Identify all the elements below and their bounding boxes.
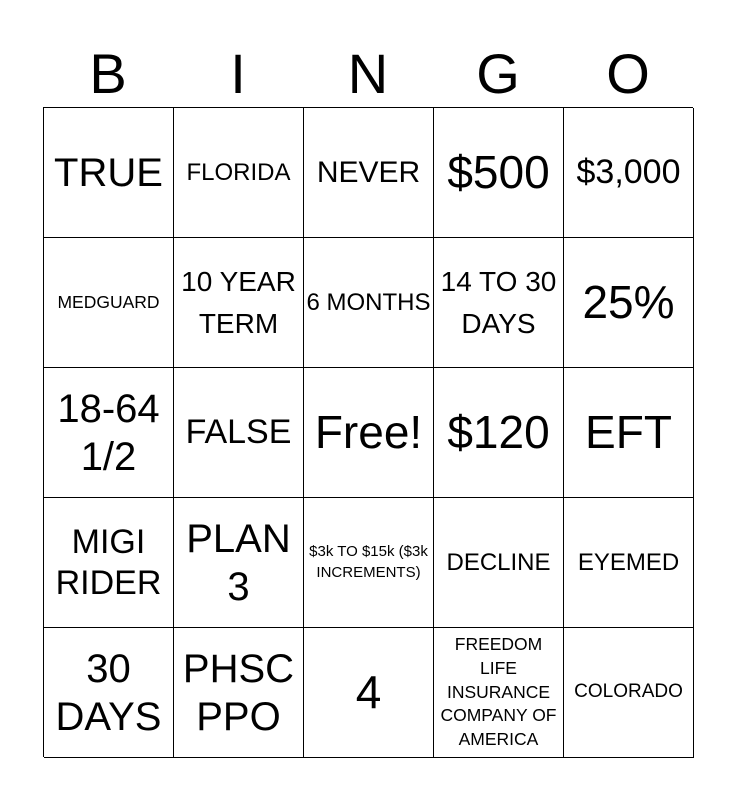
cell-label: Free! — [314, 405, 423, 458]
cell-label: PHSC PPO — [182, 646, 295, 739]
bingo-cell-r4-c3[interactable] — [304, 498, 434, 628]
bingo-cell-r2-c5[interactable] — [564, 238, 694, 368]
cell-label: $120 — [447, 405, 550, 458]
bingo-header — [43, 40, 693, 108]
bingo-cell-r4-c5[interactable] — [564, 498, 694, 628]
bingo-cell-r2-c3[interactable] — [304, 238, 434, 368]
cell-label: COLORADO — [574, 681, 683, 703]
bingo-cell-r5-c4[interactable] — [434, 628, 564, 758]
header-letter-o: O — [606, 42, 650, 105]
cell-label: PLAN 3 — [186, 516, 291, 609]
cell-label: FLORIDA — [186, 158, 291, 186]
cell-label: $3,000 — [576, 153, 681, 192]
bingo-cell-r5-c2[interactable] — [174, 628, 304, 758]
bingo-cell-r5-c3[interactable] — [304, 628, 434, 758]
cell-label: NEVER — [316, 155, 421, 189]
cell-label: FREEDOM LIFE INSURANCE COMPANY OF AMERICA — [440, 634, 557, 749]
cell-label: MEDGUARD — [57, 291, 160, 312]
cell-label: MIGI RIDER — [55, 522, 162, 602]
bingo-cell-r5-c1[interactable] — [44, 628, 174, 758]
free-space[interactable] — [304, 368, 434, 498]
bingo-cell-r5-c5[interactable] — [564, 628, 694, 758]
bingo-cell-r3-c4[interactable] — [434, 368, 564, 498]
cell-label: $500 — [447, 145, 550, 198]
cell-label: 4 — [355, 665, 382, 718]
bingo-cell-r4-c1[interactable] — [44, 498, 174, 628]
cell-label: TRUE — [54, 150, 163, 195]
cell-label: DECLINE — [446, 548, 551, 576]
cell-label: EYEMED — [577, 548, 680, 576]
cell-label: 18-64 1/2 — [57, 386, 160, 479]
cell-label: EFT — [585, 405, 672, 458]
bingo-cell-r1-c3[interactable] — [304, 108, 434, 238]
bingo-cell-r4-c2[interactable] — [174, 498, 304, 628]
cell-label: 10 YEAR TERM — [181, 265, 296, 339]
header-letter-g: G — [476, 42, 520, 105]
bingo-cell-r4-c4[interactable] — [434, 498, 564, 628]
cell-label: 6 MONTHS — [306, 288, 431, 316]
bingo-cell-r2-c1[interactable] — [44, 238, 174, 368]
header-letter-n: N — [347, 42, 389, 105]
bingo-cell-r3-c2[interactable] — [174, 368, 304, 498]
cell-label: FALSE — [185, 413, 292, 452]
bingo-cell-r2-c4[interactable] — [434, 238, 564, 368]
bingo-cell-r2-c2[interactable] — [174, 238, 304, 368]
cell-label: 25% — [582, 275, 675, 328]
header-letter-i: I — [230, 42, 246, 105]
cell-label: 14 TO 30 DAYS — [440, 265, 557, 339]
header-letter-b: B — [89, 42, 127, 105]
bingo-cell-r1-c5[interactable] — [564, 108, 694, 238]
bingo-cell-r3-c1[interactable] — [44, 368, 174, 498]
cell-label: 30 DAYS — [55, 646, 162, 739]
bingo-cell-r3-c5[interactable] — [564, 368, 694, 498]
bingo-board — [43, 107, 693, 757]
bingo-cell-r1-c4[interactable] — [434, 108, 564, 238]
bingo-cell-r1-c2[interactable] — [174, 108, 304, 238]
bingo-cell-r1-c1[interactable] — [44, 108, 174, 238]
cell-label: $3k TO $15k ($3k INCREMENTS) — [309, 543, 428, 581]
